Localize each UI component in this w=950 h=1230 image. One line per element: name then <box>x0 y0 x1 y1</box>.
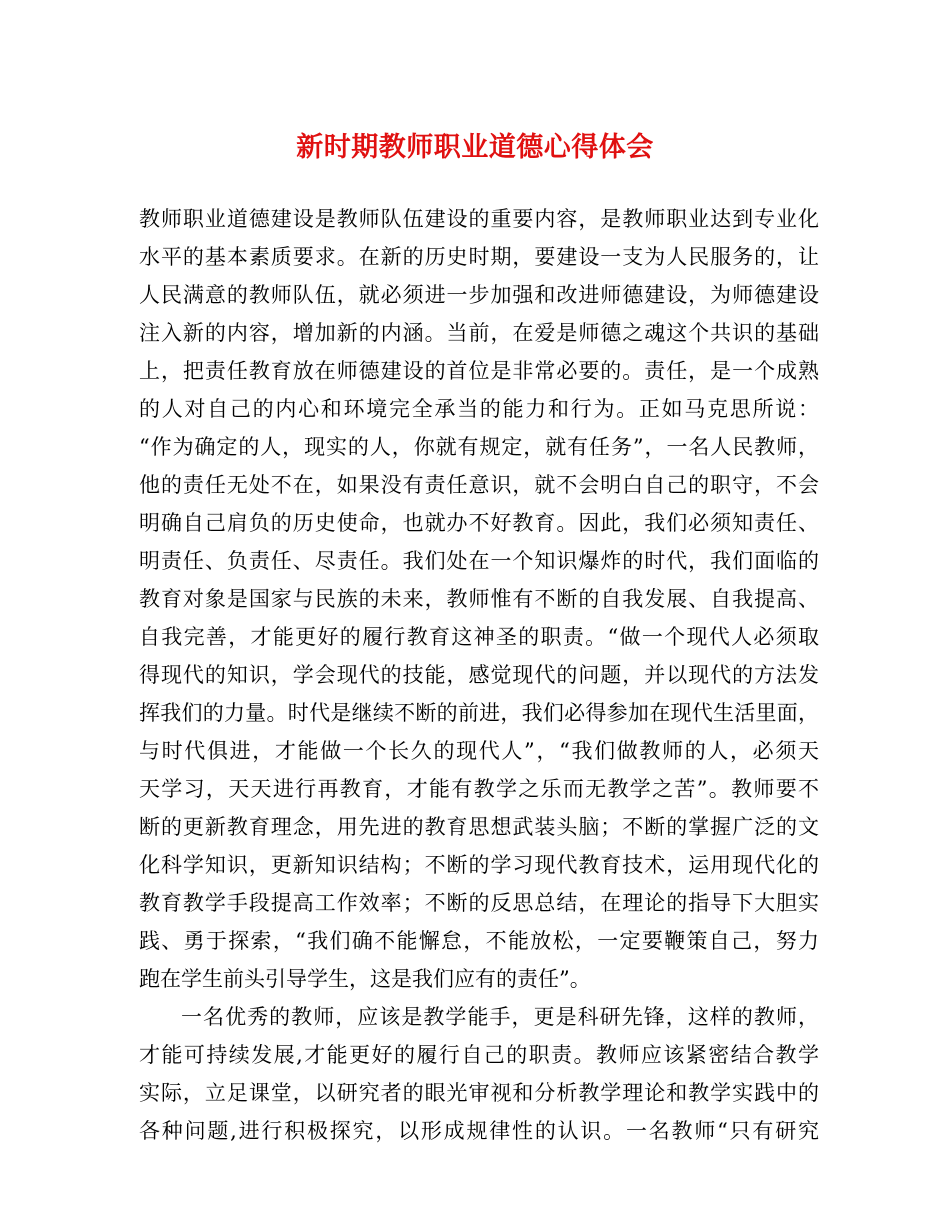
text-line: 教育对象是国家与民族的未来，教师惟有不断的自我发展、自我提高、 <box>139 587 819 611</box>
document-body <box>139 200 819 1150</box>
text-line: 教师职业道德建设是教师队伍建设的重要内容，是教师职业达到专业化 <box>139 207 819 231</box>
text-line: 上，把责任教育放在师德建设的首位是非常必要的。责任，是一个成熟 <box>139 359 819 383</box>
text-line: 得现代的知识，学会现代的技能，感觉现代的问题，并以现代的方法发 <box>139 663 819 687</box>
text-line: 各种问题,进行积极探究，以形成规律性的认识。一名教师“只有研究 <box>139 1119 819 1143</box>
text-line: 才能可持续发展,才能更好的履行自己的职责。教师应该紧密结合教学 <box>139 1043 819 1067</box>
text-line: 断的更新教育理念，用先进的教育思想武装头脑；不断的掌握广泛的文 <box>139 815 819 839</box>
paragraph-1 <box>139 200 819 998</box>
text-line: 人民满意的教师队伍，就必须进一步加强和改进师德建设，为师德建设 <box>139 283 819 307</box>
text-line: 化科学知识，更新知识结构；不断的学习现代教育技术，运用现代化的 <box>139 853 819 877</box>
text-line: 他的责任无处不在，如果没有责任意识，就不会明白自己的职守，不会 <box>139 473 819 497</box>
page-title: 新时期教师职业道德心得体会 <box>296 132 654 163</box>
text-line: 明责任、负责任、尽责任。我们处在一个知识爆炸的时代，我们面临的 <box>139 549 819 573</box>
text-line: “作为确定的人，现实的人，你就有规定，就有任务”，一名人民教师， <box>139 435 819 459</box>
paragraph-2 <box>139 998 819 1150</box>
text-line: 与时代俱进，才能做一个长久的现代人”，“我们做教师的人，必须天 <box>139 739 819 763</box>
text-line: 的人对自己的内心和环境完全承当的能力和行为。正如马克思所说： <box>139 397 819 421</box>
text-line: 挥我们的力量。时代是继续不断的前进，我们必得参加在现代生活里面， <box>139 701 819 725</box>
text-line: 实际，立足课堂，以研究者的眼光审视和分析教学理论和教学实践中的 <box>139 1081 819 1105</box>
text-line: 自我完善，才能更好的履行教育这神圣的职责。“做一个现代人必须取 <box>139 625 819 649</box>
text-line: 明确自己肩负的历史使命，也就办不好教育。因此，我们必须知责任、 <box>139 511 819 535</box>
text-line: 一名优秀的教师，应该是教学能手，更是科研先锋，这样的教师， <box>181 1005 819 1029</box>
text-line: 跑在学生前头引导学生，这是我们应有的责任”。 <box>139 967 591 991</box>
text-line: 注入新的内容，增加新的内涵。当前，在爱是师德之魂这个共识的基础 <box>139 321 819 345</box>
text-line: 践、勇于探索，“我们确不能懈怠，不能放松，一定要鞭策自己，努力 <box>139 929 819 953</box>
text-line: 天学习，天天进行再教育，才能有教学之乐而无教学之苦”。教师要不 <box>139 777 819 801</box>
text-line: 教育教学手段提高工作效率；不断的反思总结，在理论的指导下大胆实 <box>139 891 819 915</box>
text-line: 水平的基本素质要求。在新的历史时期，要建设一支为人民服务的，让 <box>139 245 819 269</box>
